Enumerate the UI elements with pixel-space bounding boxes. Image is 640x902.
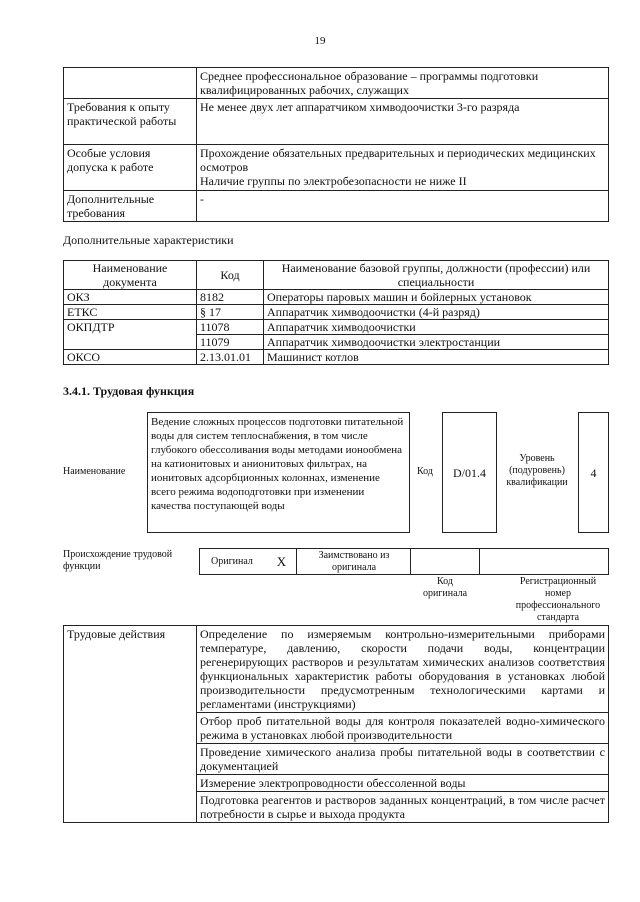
level-value-box: 4 — [578, 412, 609, 533]
name-cell: Операторы паровых машин и бойлерных установок — [264, 290, 609, 305]
column-header: Наименование документа — [64, 261, 197, 290]
name-cell: Аппаратчик химводоочистки электростанции — [264, 335, 609, 350]
code-cell: 8182 — [197, 290, 264, 305]
code-cell: 2.13.01.01 — [197, 350, 264, 365]
divider — [296, 548, 297, 575]
requirements-table — [63, 67, 609, 222]
table-row — [64, 350, 609, 365]
divider — [410, 548, 411, 575]
requirement-value: - — [197, 191, 609, 222]
origin-code-caption: Код оригинала — [422, 576, 468, 599]
table-row — [64, 191, 609, 222]
table-row — [64, 305, 609, 320]
function-code-box: D/01.4 — [442, 412, 497, 533]
action-item: Подготовка реагентов и растворов заданных концентраций, в том числе расчет потребности в сырье и выхода продукта — [197, 792, 609, 823]
table-header-row — [64, 261, 609, 290]
action-item: Определение по измеряемым контрольно-измерительными приборами температуре, давлению, скорости подачи воды, концентрации регенерирующих растворов и результатам химических анализов соответствия функциональных характеристик работы оборудования в установках любой производительности предусмотренным технологическими картами и регламентами (инструкциями) — [197, 626, 609, 713]
actions-label: Трудовые действия — [64, 626, 197, 823]
requirement-key: Дополнительные требования — [64, 191, 197, 222]
requirement-key: Требования к опыту практической работы — [64, 99, 197, 145]
requirement-line: Прохождение обязательных предварительных и периодических медицинских осмотров — [200, 146, 596, 174]
code-label: Код — [417, 466, 433, 477]
borrowed-label: Заимствовано из оригинала — [318, 550, 390, 573]
code-cell: § 17 — [197, 305, 264, 320]
table-row — [64, 99, 609, 145]
table-row — [64, 68, 609, 99]
name-cell: Аппаратчик химводоочистки — [264, 320, 609, 335]
function-heading: 3.4.1. Трудовая функция — [63, 384, 195, 398]
doc-cell: ОКСО — [64, 350, 197, 365]
divider — [479, 548, 480, 575]
characteristics-caption: Дополнительные характеристики — [63, 233, 234, 247]
original-mark: X — [276, 554, 287, 569]
column-header: Код — [197, 261, 264, 290]
requirement-key — [64, 68, 197, 99]
origin-label: Происхождение трудовой функции — [63, 549, 173, 572]
original-label: Оригинал — [211, 556, 253, 567]
function-name-text: Ведение сложных процессов подготовки питательной воды для систем теплоснабжения, в том числе глубокого обессоливания воды методами ионообмена на катионитовых и анионитовых фильтрах, на ионитовых адсорбционных колоннах, изменение всего режима водоподготовки при изменении качества поступающей воды — [151, 416, 404, 512]
name-label: Наименование — [63, 466, 126, 477]
characteristics-table — [63, 260, 609, 365]
doc-cell: ОКЗ — [64, 290, 197, 305]
requirement-value: Не менее двух лет аппаратчиком химводоочистки 3-го разряда — [197, 99, 609, 145]
table-row — [64, 290, 609, 305]
page-number: 19 — [314, 35, 326, 47]
name-cell: Аппаратчик химводоочистки (4-й разряд) — [264, 305, 609, 320]
table-row — [64, 626, 609, 713]
level-label: Уровень (подуровень) квалификации — [506, 453, 568, 488]
column-header: Наименование базовой группы, должности (профессии) или специальности — [264, 261, 609, 290]
function-name-box — [147, 412, 410, 533]
reg-number-caption: Регистрационный номер профессионального стандарта — [515, 576, 601, 623]
name-cell: Машинист котлов — [264, 350, 609, 365]
action-item: Измерение электропроводности обессоленной воды — [197, 775, 609, 792]
requirement-key: Особые условия допуска к работе — [64, 145, 197, 191]
requirement-value — [197, 145, 609, 191]
requirement-value: Среднее профессиональное образование – программы подготовки квалифицированных рабочих, служащих — [197, 68, 609, 99]
code-cell: 11078 — [197, 320, 264, 335]
doc-cell: ОКПДТР — [64, 320, 197, 350]
labor-actions-table — [63, 625, 609, 823]
table-row — [64, 145, 609, 191]
action-item: Проведение химического анализа пробы питательной воды в соответствии с документацией — [197, 744, 609, 775]
doc-cell: ЕТКС — [64, 305, 197, 320]
requirement-line: Наличие группы по электробезопасности не ниже II — [200, 174, 467, 188]
table-row — [64, 320, 609, 335]
code-cell: 11079 — [197, 335, 264, 350]
action-item: Отбор проб питательной воды для контроля показателей водно-химического режима в установках любой производительности — [197, 713, 609, 744]
